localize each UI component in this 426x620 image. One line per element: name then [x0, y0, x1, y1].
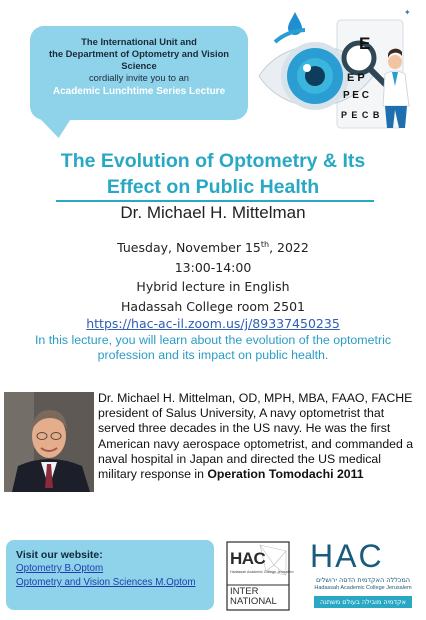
chart-row-5: P E C B	[341, 110, 381, 120]
title-line-1: The Evolution of Optometry & Its	[60, 150, 366, 172]
event-time: 13:00-14:00	[174, 259, 252, 275]
event-details	[0, 238, 426, 316]
eye-exam-illustration	[255, 6, 423, 134]
event-date: Tuesday, November 15th, 2022	[117, 240, 309, 255]
title-line-2: Effect on Public Health	[106, 176, 320, 198]
hac-logo-text: HAC	[310, 538, 384, 574]
event-format: Hybrid lecture in English	[136, 279, 290, 294]
link-optometry-msc[interactable]: Optometry and Vision Sciences M.Optom	[16, 577, 196, 588]
eye-icon	[255, 6, 423, 134]
invite-line-4: Academic Lunchtime Series Lecture	[52, 86, 226, 97]
zoom-link[interactable]: https://hac-ac-il.zoom.us/j/89337450235	[86, 316, 340, 331]
hac-international-logo	[226, 541, 294, 611]
intl-small-text: Hadassah Academic College Jerusalem	[230, 570, 294, 574]
hac-college-logo	[306, 538, 420, 610]
intl-national-text: NATIONAL	[230, 596, 277, 607]
intl-hac-text: HAC	[230, 549, 266, 568]
hac-tagline: אקדמיה מובילה בעולם משתנה	[314, 596, 412, 608]
invite-line-2: the Department of Optometry and Vision Science	[48, 48, 230, 71]
chart-row-3: E P	[347, 72, 365, 84]
bio-highlight: Operation Tomodachi 2011	[207, 467, 364, 482]
chart-row-1: E	[359, 34, 371, 53]
intl-inter-text: INTER	[230, 586, 259, 597]
sparkle-icon: ✦	[404, 8, 411, 17]
event-room: Hadassah College room 2501	[121, 298, 305, 314]
link-optometry-bsc[interactable]: Optometry B.Optom	[16, 563, 104, 574]
bio-text: Dr. Michael H. Mittelman, OD, MPH, MBA, FAAO, FACHE president of Salus University, A navy optometrist that served three decades in the US navy. He was the first American navy aerospace optometrist, and commanded a naval hospital in Japan and directed the US medical military response in	[98, 391, 414, 482]
website-box	[6, 540, 214, 610]
doctor-icon	[388, 55, 402, 69]
chart-row-4: P E C	[343, 90, 369, 101]
speaker-name: Dr. Michael H. Mittelman	[120, 203, 306, 222]
invitation-bubble	[30, 26, 248, 120]
lecture-title	[0, 148, 426, 200]
website-heading: Visit our website:	[16, 549, 103, 561]
speaker-photo	[4, 392, 94, 492]
title-underline	[56, 200, 374, 202]
lecture-intro: In this lecture, you will learn about the evolution of the optometric profession and its impact on public health.	[34, 333, 392, 362]
speaker-bio	[98, 391, 420, 482]
hac-hebrew-name: המכללה האקדמית הדסה ירושלים	[315, 576, 411, 584]
invite-line-1: The International Unit and	[81, 36, 197, 47]
invite-line-3: cordially invite you to an	[88, 72, 190, 83]
hac-english-name: Hadassah Academic College Jerusalem	[314, 585, 412, 591]
